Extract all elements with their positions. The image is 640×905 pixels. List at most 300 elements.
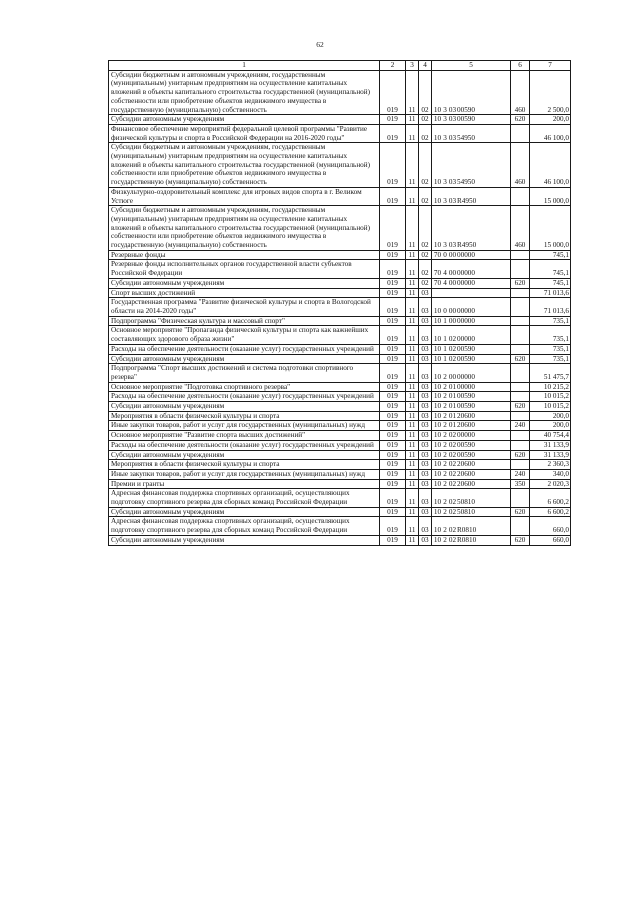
target-program-code: 10 [433, 306, 442, 315]
row-subsection-code: 03 [419, 298, 432, 316]
row-subsection-code: 03 [419, 392, 432, 402]
target-subprogram-code: 2 [443, 526, 447, 535]
row-ministry-code: 019 [380, 421, 406, 431]
row-description: Мероприятия в области физической культуры и спорта [109, 460, 380, 470]
table-row [109, 298, 571, 316]
row-target-article [432, 260, 511, 278]
row-subsection-code: 02 [419, 278, 432, 288]
row-subsection-code: 02 [419, 206, 432, 251]
target-program-code: 10 [433, 335, 442, 344]
row-target-article [432, 479, 511, 489]
row-amount: 6 600,2 [530, 489, 571, 507]
target-direction-code: 00590 [457, 115, 475, 124]
row-description: Основное мероприятие "Развитие спорта высших достижений" [109, 431, 380, 441]
table-row [109, 535, 571, 545]
row-expense-type [511, 489, 530, 507]
target-activity-code: 02 [448, 354, 457, 363]
row-target-article [432, 344, 511, 354]
target-subprogram-code: 2 [443, 440, 447, 449]
target-activity-code: 02 [448, 498, 457, 507]
target-activity-code: 00 [448, 250, 457, 259]
row-description: Адресная финансовая поддержка спортивных организаций, осуществляющих подготовку спортивного резерва для сборных команд Российской Федерации [109, 489, 380, 507]
header-col-7: 7 [530, 61, 571, 71]
table-row [109, 507, 571, 517]
row-ministry-code: 019 [380, 479, 406, 489]
row-description: Субсидии автономным учреждениям [109, 450, 380, 460]
target-subprogram-code: 3 [443, 115, 447, 124]
row-section-code: 11 [406, 489, 419, 507]
row-section-code: 11 [406, 535, 419, 545]
table-row [109, 382, 571, 392]
target-program-code: 10 [433, 105, 442, 114]
target-program-code: 70 [433, 269, 442, 278]
row-ministry-code: 019 [380, 298, 406, 316]
row-subsection-code: 03 [419, 411, 432, 421]
row-expense-type [511, 250, 530, 260]
row-target-article [432, 115, 511, 125]
target-direction-code: 00590 [457, 105, 475, 114]
row-ministry-code: 019 [380, 431, 406, 441]
row-amount: 40 754,4 [530, 431, 571, 441]
row-description: Субсидии автономным учреждениям [109, 278, 380, 288]
row-ministry-code: 019 [380, 288, 406, 298]
budget-table [108, 60, 571, 546]
target-program-code: 10 [433, 178, 442, 187]
target-program-code: 70 [433, 250, 442, 259]
table-row [109, 124, 571, 142]
row-target-article [432, 460, 511, 470]
row-section-code: 11 [406, 440, 419, 450]
target-subprogram-code: 3 [443, 178, 447, 187]
target-subprogram-code: 3 [443, 196, 447, 205]
row-description: Основное мероприятие "Подготовка спортивного резерва" [109, 382, 380, 392]
row-amount: 745,1 [530, 278, 571, 288]
target-program-code: 10 [433, 316, 442, 325]
target-activity-code: 02 [448, 440, 457, 449]
row-amount: 6 600,2 [530, 507, 571, 517]
row-subsection-code: 03 [419, 460, 432, 470]
row-section-code: 11 [406, 392, 419, 402]
row-description: Субсидии автономным учреждениям [109, 115, 380, 125]
target-activity-code: 00 [448, 269, 457, 278]
target-activity-code: 03 [448, 133, 457, 142]
target-direction-code: 20600 [457, 411, 475, 420]
target-direction-code: 20600 [457, 479, 475, 488]
target-activity-code: 00 [448, 306, 457, 315]
table-row [109, 143, 571, 188]
table-row [109, 364, 571, 382]
target-subprogram-code: 2 [443, 469, 447, 478]
target-direction-code: 00000 [457, 250, 475, 259]
table-row [109, 440, 571, 450]
header-row [109, 61, 571, 71]
table-row [109, 469, 571, 479]
row-expense-type: 240 [511, 421, 530, 431]
target-subprogram-code: 4 [443, 269, 447, 278]
table-row [109, 489, 571, 507]
target-program-code: 10 [433, 354, 442, 363]
target-program-code: 10 [433, 507, 442, 516]
target-direction-code: 00590 [457, 344, 475, 353]
row-description: Иные закупки товаров, работ и услуг для государственных (муниципальных) нужд [109, 469, 380, 479]
target-subprogram-code: 1 [443, 316, 447, 325]
row-subsection-code: 03 [419, 450, 432, 460]
target-program-code: 10 [433, 196, 442, 205]
row-expense-type: 460 [511, 143, 530, 188]
row-description: Субсидии автономным учреждениям [109, 507, 380, 517]
row-expense-type [511, 260, 530, 278]
target-direction-code: 20600 [457, 421, 475, 430]
row-ministry-code: 019 [380, 326, 406, 344]
target-direction-code: 00000 [457, 431, 475, 440]
target-program-code: 10 [433, 535, 442, 544]
target-activity-code: 02 [448, 507, 457, 516]
row-ministry-code: 019 [380, 364, 406, 382]
row-amount: 340,0 [530, 469, 571, 479]
row-target-article [432, 535, 511, 545]
row-subsection-code: 03 [419, 288, 432, 298]
row-expense-type [511, 382, 530, 392]
row-ministry-code: 019 [380, 402, 406, 412]
target-subprogram-code: 4 [443, 278, 447, 287]
row-section-code: 11 [406, 411, 419, 421]
target-subprogram-code: 1 [443, 335, 447, 344]
row-section-code: 11 [406, 278, 419, 288]
row-expense-type [511, 316, 530, 326]
target-activity-code: 00 [448, 278, 457, 287]
row-target-article [432, 288, 511, 298]
target-activity-code: 02 [448, 526, 457, 535]
row-expense-type [511, 440, 530, 450]
target-subprogram-code: 2 [443, 421, 447, 430]
row-subsection-code: 02 [419, 187, 432, 205]
row-section-code: 11 [406, 206, 419, 251]
row-target-article [432, 421, 511, 431]
row-subsection-code: 03 [419, 326, 432, 344]
row-section-code: 11 [406, 460, 419, 470]
row-section-code: 11 [406, 364, 419, 382]
row-amount: 200,0 [530, 411, 571, 421]
target-direction-code: 20600 [457, 469, 475, 478]
table-row [109, 479, 571, 489]
row-ministry-code: 019 [380, 316, 406, 326]
row-target-article [432, 517, 511, 535]
target-program-code: 70 [433, 278, 442, 287]
row-ministry-code: 019 [380, 124, 406, 142]
row-subsection-code: 03 [419, 517, 432, 535]
row-ministry-code: 019 [380, 517, 406, 535]
target-direction-code: 50810 [457, 507, 475, 516]
header-col-4: 4 [419, 61, 432, 71]
row-description: Субсидии бюджетным и автономным учреждениям, государственным (муниципальным) унитарным предприятиям на осуществление капитальных вложений в объекты капитального строительства государственной (муниципальной) собственности или приобретение объектов недвижимого имущества в государственную (муниципальную) собственность [109, 143, 380, 188]
target-program-code: 10 [433, 479, 442, 488]
target-program-code: 10 [433, 382, 442, 391]
row-ministry-code: 019 [380, 278, 406, 288]
target-subprogram-code: 2 [443, 431, 447, 440]
row-section-code: 11 [406, 70, 419, 115]
row-ministry-code: 019 [380, 344, 406, 354]
target-activity-code: 03 [448, 178, 457, 187]
row-amount: 31 133,9 [530, 450, 571, 460]
row-description: Субсидии бюджетным и автономным учреждениям, государственным (муниципальным) унитарным предприятиям на осуществление капитальных вложений в объекты капитального строительства государственной (муниципальной) собственности или приобретение объектов недвижимого имущества в государственную (муниципальную) собственность [109, 70, 380, 115]
row-expense-type: 620 [511, 507, 530, 517]
row-description: Премии и гранты [109, 479, 380, 489]
target-direction-code: R0810 [457, 526, 477, 535]
target-direction-code: 00000 [457, 335, 475, 344]
row-amount: 10 015,2 [530, 392, 571, 402]
row-subsection-code: 03 [419, 421, 432, 431]
row-description: Государственная программа "Развитие физической культуры и спорта в Вологодской области на 2014-2020 годы" [109, 298, 380, 316]
header-col-3: 3 [406, 61, 419, 71]
row-description: Расходы на обеспечение деятельности (оказание услуг) государственных учреждений [109, 392, 380, 402]
row-subsection-code: 02 [419, 124, 432, 142]
row-target-article [432, 489, 511, 507]
target-activity-code: 02 [448, 335, 457, 344]
target-direction-code: 00590 [457, 402, 475, 411]
row-expense-type [511, 431, 530, 441]
target-program-code: 10 [433, 372, 442, 381]
row-section-code: 11 [406, 344, 419, 354]
row-amount: 46 100,0 [530, 124, 571, 142]
table-row [109, 326, 571, 344]
row-description: Субсидии бюджетным и автономным учреждениям, государственным (муниципальным) унитарным предприятиям на осуществление капитальных вложений в объекты капитального строительства государственной (муниципальной) собственности или приобретение объектов недвижимого имущества в государственную (муниципальную) собственность [109, 206, 380, 251]
target-subprogram-code: 0 [443, 306, 447, 315]
row-description: Расходы на обеспечение деятельности (оказание услуг) государственных учреждений [109, 440, 380, 450]
row-expense-type: 620 [511, 354, 530, 364]
row-target-article [432, 70, 511, 115]
target-activity-code: 00 [448, 372, 457, 381]
row-target-article [432, 298, 511, 316]
row-section-code: 11 [406, 402, 419, 412]
header-col-6: 6 [511, 61, 530, 71]
target-direction-code: 00590 [457, 450, 475, 459]
table-row [109, 344, 571, 354]
target-activity-code: 03 [448, 196, 457, 205]
row-ministry-code: 019 [380, 250, 406, 260]
row-target-article [432, 364, 511, 382]
target-activity-code: 02 [448, 460, 457, 469]
target-activity-code: 01 [448, 421, 457, 430]
row-amount: 2 360,3 [530, 460, 571, 470]
row-ministry-code: 019 [380, 489, 406, 507]
target-program-code: 10 [433, 241, 442, 250]
row-target-article [432, 250, 511, 260]
row-subsection-code: 03 [419, 440, 432, 450]
row-section-code: 11 [406, 316, 419, 326]
row-target-article [432, 143, 511, 188]
header-col-5: 5 [432, 61, 511, 71]
table-row [109, 288, 571, 298]
row-section-code: 11 [406, 469, 419, 479]
target-subprogram-code: 0 [443, 250, 447, 259]
target-activity-code: 03 [448, 115, 457, 124]
row-amount: 51 475,7 [530, 364, 571, 382]
table-row [109, 316, 571, 326]
target-direction-code: 00000 [457, 278, 475, 287]
target-subprogram-code: 2 [443, 392, 447, 401]
row-expense-type: 460 [511, 70, 530, 115]
row-amount: 15 000,0 [530, 206, 571, 251]
row-description: Мероприятия в области физической культуры и спорта [109, 411, 380, 421]
row-amount: 71 013,6 [530, 288, 571, 298]
row-expense-type [511, 326, 530, 344]
row-amount: 46 100,0 [530, 143, 571, 188]
row-section-code: 11 [406, 298, 419, 316]
target-direction-code: 50810 [457, 498, 475, 507]
row-amount: 660,0 [530, 535, 571, 545]
row-amount: 200,0 [530, 115, 571, 125]
target-subprogram-code: 2 [443, 479, 447, 488]
target-subprogram-code: 3 [443, 105, 447, 114]
row-description: Подпрограмма "Спорт высших достижений и система подготовки спортивного резерва" [109, 364, 380, 382]
target-activity-code: 02 [448, 344, 457, 353]
target-program-code: 10 [433, 392, 442, 401]
row-amount: 660,0 [530, 517, 571, 535]
table-row [109, 70, 571, 115]
target-subprogram-code: 2 [443, 507, 447, 516]
table-row [109, 431, 571, 441]
target-program-code: 10 [433, 133, 442, 142]
row-ministry-code: 019 [380, 460, 406, 470]
row-description: Основное мероприятие "Пропаганда физической культуры и спорта как важнейших составляющих здорового образа жизни" [109, 326, 380, 344]
row-subsection-code: 03 [419, 535, 432, 545]
table-row [109, 392, 571, 402]
target-program-code: 10 [433, 402, 442, 411]
target-program-code: 10 [433, 440, 442, 449]
row-expense-type [511, 344, 530, 354]
row-ministry-code: 019 [380, 507, 406, 517]
target-direction-code: 00000 [457, 372, 475, 381]
target-subprogram-code: 3 [443, 241, 447, 250]
row-expense-type: 620 [511, 402, 530, 412]
target-program-code: 10 [433, 498, 442, 507]
row-target-article [432, 469, 511, 479]
row-amount: 2 500,0 [530, 70, 571, 115]
target-direction-code: R4950 [457, 241, 477, 250]
row-expense-type [511, 124, 530, 142]
target-activity-code: 01 [448, 392, 457, 401]
row-ministry-code: 019 [380, 535, 406, 545]
row-amount: 745,1 [530, 260, 571, 278]
row-section-code: 11 [406, 507, 419, 517]
row-target-article [432, 431, 511, 441]
row-description: Спорт высших достижений [109, 288, 380, 298]
row-ministry-code: 019 [380, 115, 406, 125]
row-expense-type [511, 298, 530, 316]
row-description: Резервные фонды исполнительных органов государственной власти субъектов Российской Федерации [109, 260, 380, 278]
target-activity-code: 01 [448, 402, 457, 411]
row-section-code: 11 [406, 288, 419, 298]
row-expense-type [511, 460, 530, 470]
target-activity-code: 02 [448, 469, 457, 478]
table-row [109, 517, 571, 535]
row-subsection-code: 02 [419, 250, 432, 260]
target-activity-code: 02 [448, 431, 457, 440]
target-activity-code: 02 [448, 535, 457, 544]
row-description: Адресная финансовая поддержка спортивных организаций, осуществляющих подготовку спортивного резерва для сборных команд Российской Федерации [109, 517, 380, 535]
target-subprogram-code: 2 [443, 402, 447, 411]
row-target-article [432, 440, 511, 450]
row-section-code: 11 [406, 450, 419, 460]
row-subsection-code: 03 [419, 344, 432, 354]
target-activity-code: 03 [448, 105, 457, 114]
row-ministry-code: 019 [380, 187, 406, 205]
target-subprogram-code: 3 [443, 133, 447, 142]
row-subsection-code: 02 [419, 260, 432, 278]
target-subprogram-code: 2 [443, 535, 447, 544]
row-ministry-code: 019 [380, 411, 406, 421]
row-subsection-code: 03 [419, 469, 432, 479]
target-subprogram-code: 2 [443, 372, 447, 381]
row-section-code: 11 [406, 431, 419, 441]
row-expense-type: 460 [511, 206, 530, 251]
row-ministry-code: 019 [380, 382, 406, 392]
target-direction-code: 00000 [457, 316, 475, 325]
row-description: Резервные фонды [109, 250, 380, 260]
row-amount: 31 133,9 [530, 440, 571, 450]
row-expense-type: 620 [511, 450, 530, 460]
target-program-code: 10 [433, 460, 442, 469]
table-row [109, 450, 571, 460]
row-section-code: 11 [406, 517, 419, 535]
row-section-code: 11 [406, 421, 419, 431]
row-amount: 735,1 [530, 326, 571, 344]
target-activity-code: 02 [448, 479, 457, 488]
row-ministry-code: 019 [380, 392, 406, 402]
row-expense-type [511, 392, 530, 402]
target-activity-code: 03 [448, 241, 457, 250]
row-target-article [432, 316, 511, 326]
row-expense-type: 620 [511, 115, 530, 125]
row-expense-type: 240 [511, 469, 530, 479]
target-program-code: 10 [433, 421, 442, 430]
row-description: Субсидии автономным учреждениям [109, 354, 380, 364]
row-subsection-code: 03 [419, 431, 432, 441]
target-direction-code: 00000 [457, 269, 475, 278]
table-row [109, 115, 571, 125]
row-section-code: 11 [406, 354, 419, 364]
header-col-2: 2 [380, 61, 406, 71]
target-program-code: 10 [433, 469, 442, 478]
table-row [109, 278, 571, 288]
row-section-code: 11 [406, 479, 419, 489]
target-subprogram-code: 2 [443, 498, 447, 507]
row-expense-type [511, 517, 530, 535]
row-target-article [432, 326, 511, 344]
row-subsection-code: 03 [419, 489, 432, 507]
row-ministry-code: 019 [380, 206, 406, 251]
row-subsection-code: 03 [419, 316, 432, 326]
row-description: Субсидии автономным учреждениям [109, 535, 380, 545]
target-activity-code: 00 [448, 316, 457, 325]
target-program-code: 10 [433, 411, 442, 420]
row-ministry-code: 019 [380, 70, 406, 115]
row-subsection-code: 03 [419, 402, 432, 412]
row-target-article [432, 278, 511, 288]
target-subprogram-code: 2 [443, 382, 447, 391]
row-target-article [432, 507, 511, 517]
row-target-article [432, 411, 511, 421]
target-direction-code: R4950 [457, 196, 477, 205]
row-target-article [432, 450, 511, 460]
target-activity-code: 01 [448, 411, 457, 420]
target-activity-code: 02 [448, 450, 457, 459]
target-direction-code: 00000 [457, 306, 475, 315]
table-row [109, 421, 571, 431]
row-target-article [432, 402, 511, 412]
target-subprogram-code: 2 [443, 411, 447, 420]
row-expense-type [511, 364, 530, 382]
